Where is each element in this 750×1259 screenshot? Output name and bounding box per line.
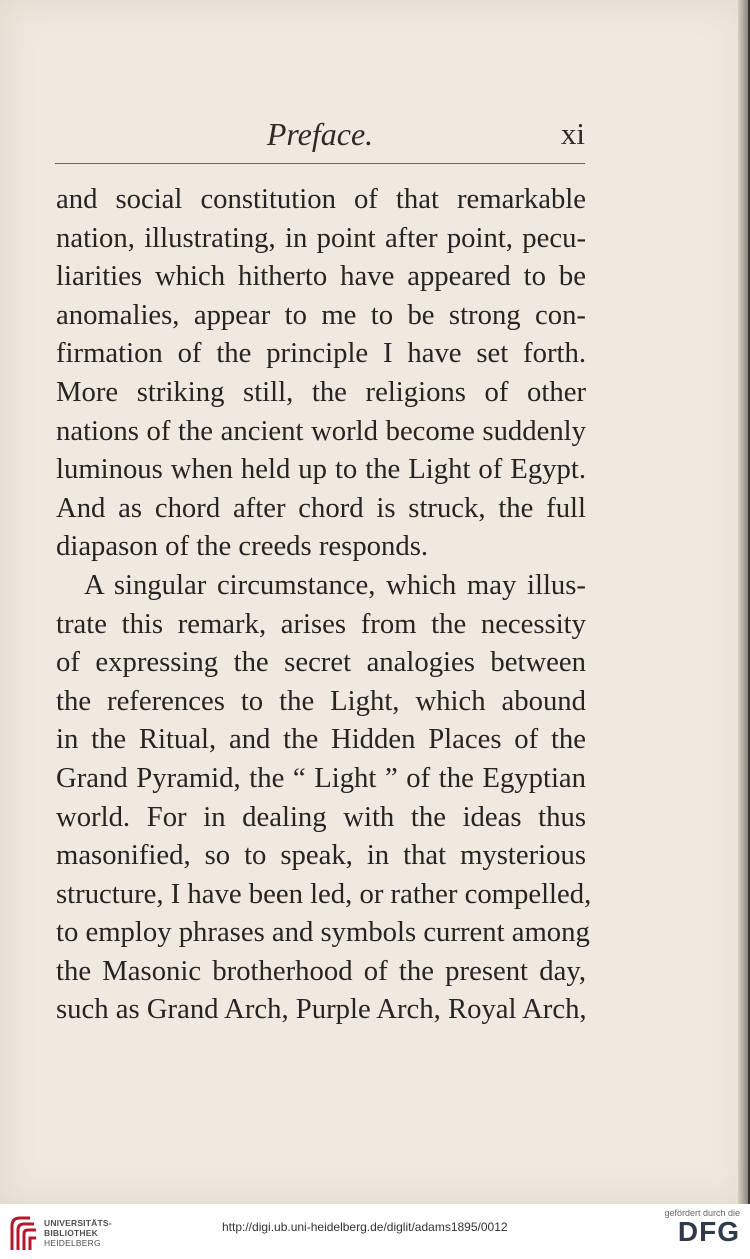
text-line: the references to the Light, which abound — [56, 684, 586, 717]
page-number: xi — [560, 116, 585, 151]
text-line: and social constitution of that remarkable — [56, 183, 586, 215]
text-line: trate this remark, arises from the necessity — [56, 607, 586, 640]
body-text — [56, 180, 592, 1029]
viewer-footer — [0, 1204, 750, 1259]
library-name-line1: UNIVERSITÄTS- — [44, 1218, 112, 1228]
text-line: of expressing the secret analogies between — [56, 646, 586, 679]
text-line: such as Grand Arch, Purple Arch, Royal Arch, — [56, 993, 587, 1026]
library-name — [44, 1218, 112, 1248]
ub-heidelberg-logo-icon — [8, 1214, 40, 1252]
dfg-funding-logo[interactable] — [660, 1206, 740, 1248]
page-edge — [738, 0, 748, 1204]
header-rule — [55, 163, 585, 164]
dfg-logo-text: DFG — [677, 1216, 740, 1247]
text-line: A singular circumstance, which may illus- — [84, 568, 586, 601]
text-line: More striking still, the religions of other — [56, 375, 586, 408]
library-name-line3: HEIDELBERG — [44, 1238, 101, 1248]
text-line: structure, I have been led, or rather compelled, — [56, 877, 592, 910]
library-logo[interactable] — [8, 1210, 118, 1255]
text-line: Grand Pyramid, the “ Light ” of the Egyptian — [56, 761, 586, 794]
text-line: nations of the ancient world become suddenly — [56, 414, 586, 447]
text-line: firmation of the principle I have set forth. — [56, 337, 586, 370]
text-line: nation, illustrating, in point after point, pecu- — [56, 221, 586, 254]
text-line: luminous when held up to the Light of Egypt. — [56, 453, 586, 486]
library-name-line2: BIBLIOTHEK — [44, 1228, 98, 1238]
text-line: masonified, so to speak, in that mysterious — [56, 839, 586, 872]
permalink-url[interactable]: http://digi.ub.uni-heidelberg.de/diglit/adams1895/0012 — [222, 1220, 508, 1234]
text-line: world. For in dealing with the ideas thus — [56, 800, 586, 833]
page-header — [55, 112, 585, 160]
text-line: liarities which hitherto have appeared to be — [56, 260, 586, 293]
text-line: in the Ritual, and the Hidden Places of the — [56, 723, 586, 756]
text-line: diapason of the creeds responds. — [56, 530, 429, 563]
text-line: anomalies, appear to me to be strong con- — [56, 298, 586, 331]
text-line: the Masonic brotherhood of the present day, — [56, 954, 586, 987]
text-line: And as chord after chord is struck, the full — [56, 491, 586, 524]
running-title: Preface. — [266, 116, 374, 152]
funding-note: gefördert durch die — [664, 1208, 740, 1218]
text-line: to employ phrases and symbols current among — [56, 916, 590, 949]
